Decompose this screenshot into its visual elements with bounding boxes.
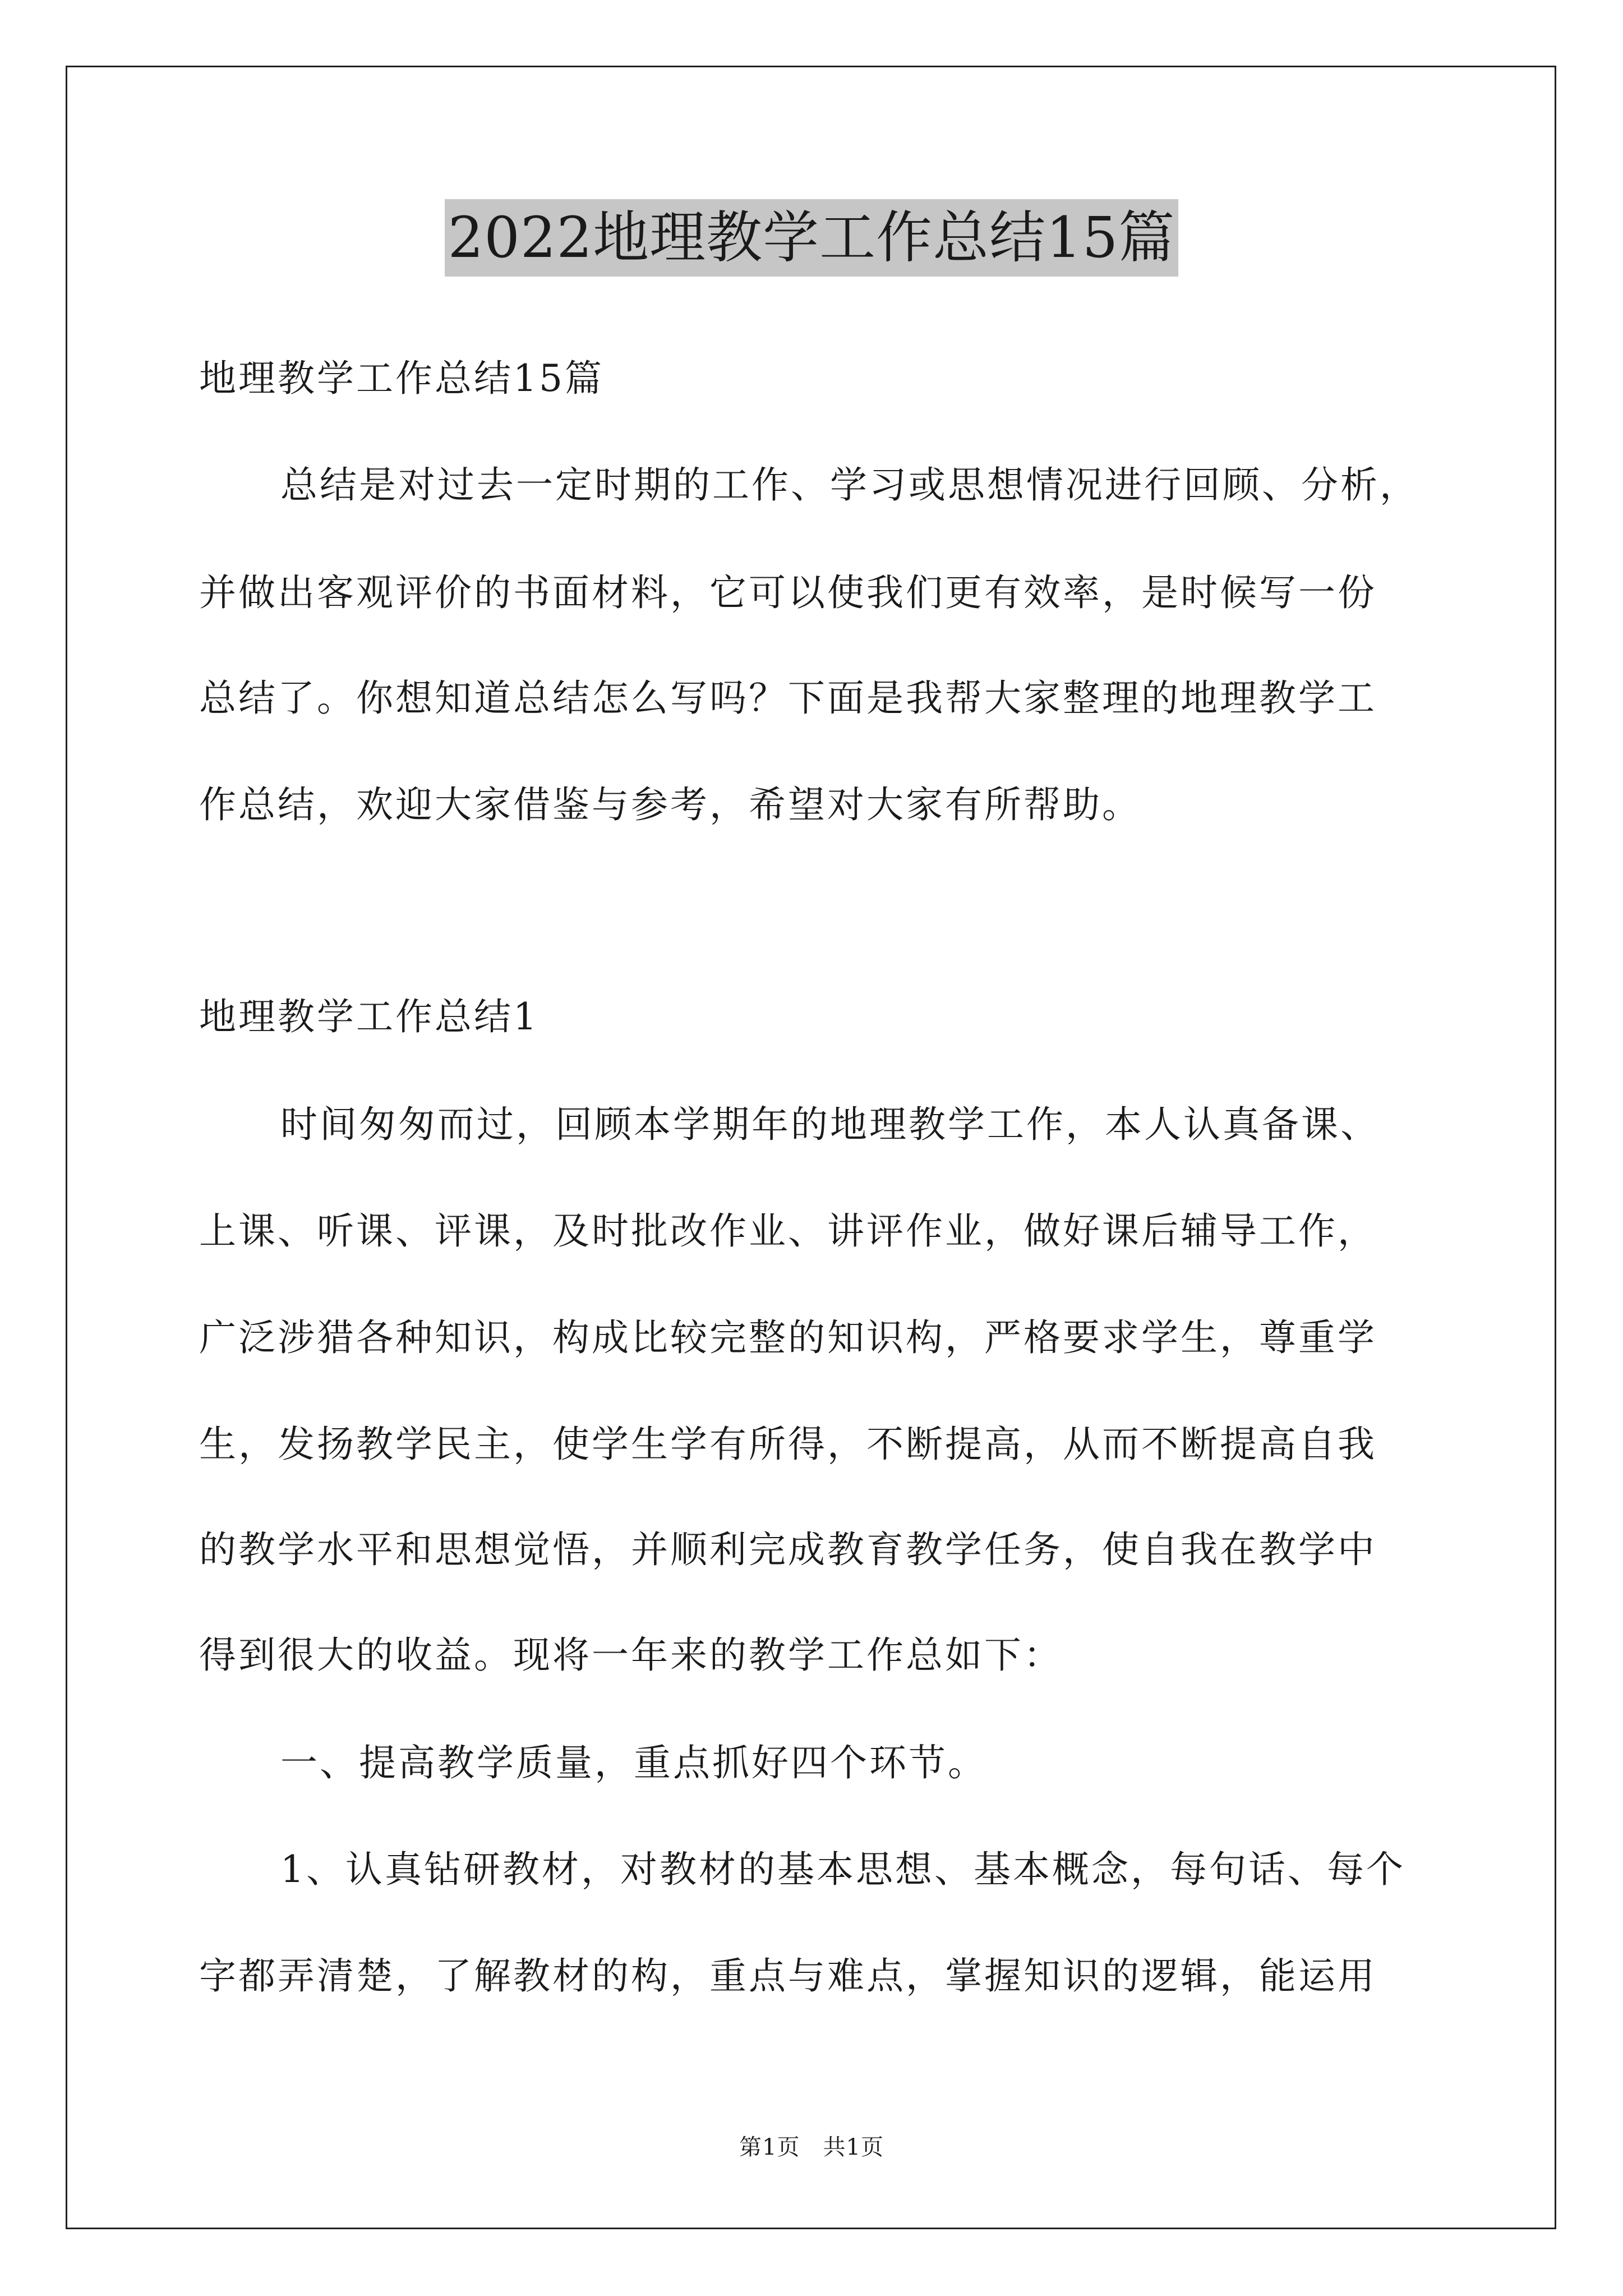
paragraph-line: 广泛涉猎各种知识，构成比较完整的知识构，严格要求学生，尊重学 — [199, 1316, 1377, 1359]
point-line: 字都弄清楚，了解教材的构，重点与难点，掌握知识的逻辑，能运用 — [199, 1954, 1377, 1998]
title-wrapper — [0, 199, 1623, 277]
paragraph-line: 的教学水平和思想觉悟，并顺利完成教育教学任务，使自我在教学中 — [199, 1528, 1377, 1571]
intro-line: 总结了。你想知道总结怎么写吗？下面是我帮大家整理的地理教学工 — [199, 677, 1377, 720]
paragraph-line: 时间匆匆而过，回顾本学期年的地理教学工作，本人认真备课、 — [280, 1103, 1380, 1146]
point-heading: 一、提高教学质量，重点抓好四个环节。 — [280, 1741, 987, 1784]
intro-line: 作总结，欢迎大家借鉴与参考，希望对大家有所帮助。 — [199, 783, 1141, 826]
document-title: 2022地理教学工作总结15篇 — [445, 199, 1179, 277]
section-heading: 地理教学工作总结1 — [199, 995, 539, 1038]
intro-line: 并做出客观评价的书面材料，它可以使我们更有效率，是时候写一份 — [199, 571, 1377, 614]
paragraph-line: 得到很大的收益。现将一年来的教学工作总如下： — [199, 1634, 1063, 1677]
paragraph-line: 生，发扬教学民主，使学生学有所得，不断提高，从而不断提高自我 — [199, 1423, 1377, 1466]
page-footer: 第1页 共1页 — [739, 2134, 884, 2160]
point-line: 1、认真钻研教材，对教材的基本思想、基本概念，每句话、每个 — [280, 1848, 1405, 1891]
intro-line: 总结是对过去一定时期的工作、学习或思想情况进行回顾、分析， — [280, 463, 1419, 507]
paragraph-line: 上课、听课、评课，及时批改作业、讲评作业，做好课后辅导工作， — [199, 1209, 1377, 1253]
document-subtitle: 地理教学工作总结15篇 — [199, 357, 604, 400]
